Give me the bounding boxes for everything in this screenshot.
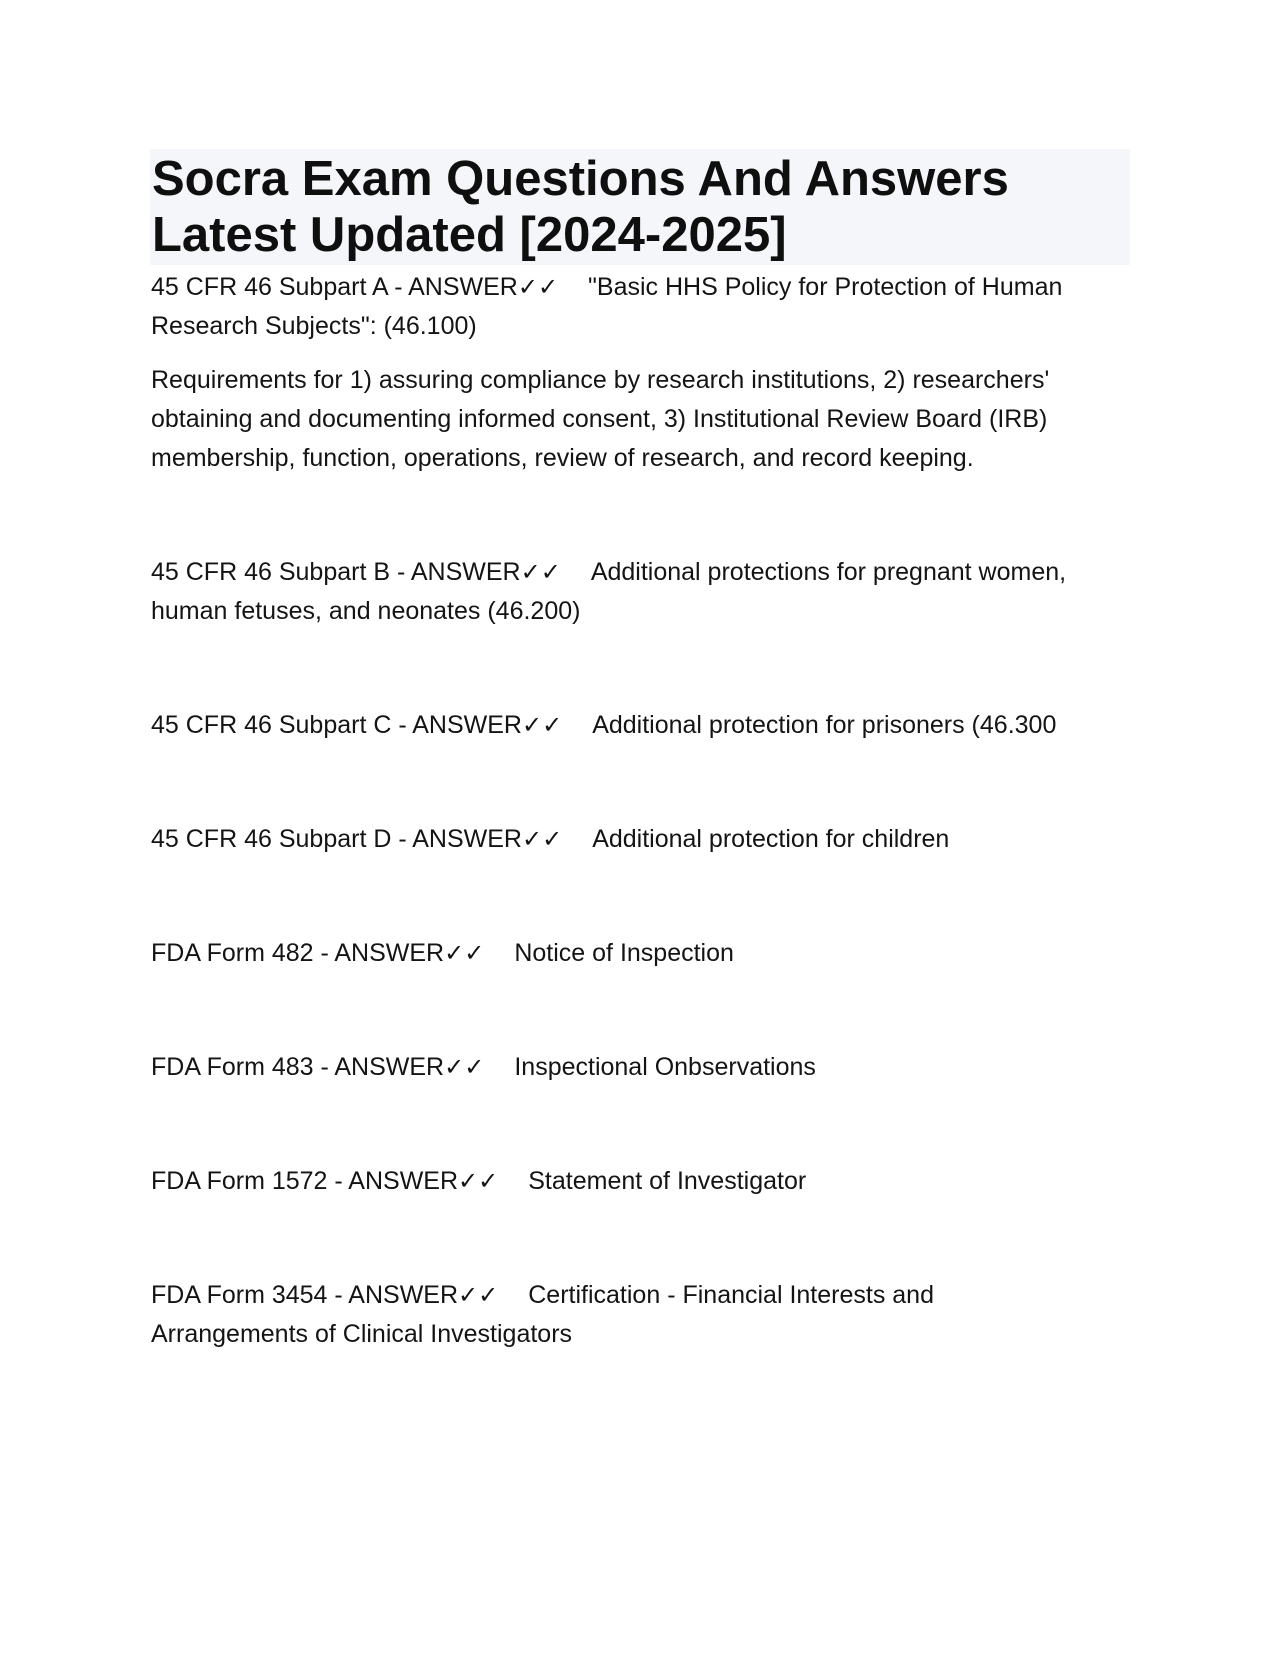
checkmark-icon: ✓✓ xyxy=(521,825,563,853)
paragraph-line: obtaining and documenting informed consent, 3) Institutional Review Board (IRB) xyxy=(151,405,1048,433)
qa-term: FDA Form 3454 - ANSWER xyxy=(151,1281,459,1309)
qa-answer: "Basic HHS Policy for Protection of Human xyxy=(588,273,1063,301)
qa-term: 45 CFR 46 Subpart D - ANSWER xyxy=(151,825,522,853)
qa-term: 45 CFR 46 Subpart B - ANSWER xyxy=(151,558,521,586)
qa-entry-subpart-b xyxy=(151,553,1141,631)
checkmark-icon: ✓✓ xyxy=(444,1053,485,1081)
qa-entry-line xyxy=(151,706,1141,745)
qa-term: FDA Form 482 - ANSWER xyxy=(151,939,445,967)
qa-entry-subpart-d xyxy=(151,820,1141,859)
qa-entry-subpart-a xyxy=(151,268,1141,346)
qa-entry-form-483 xyxy=(151,1048,1141,1087)
qa-entry-line xyxy=(151,1162,1141,1201)
qa-term: 45 CFR 46 Subpart A - ANSWER xyxy=(151,273,518,301)
checkmark-icon: ✓✓ xyxy=(458,1281,499,1309)
checkmark-icon: ✓✓ xyxy=(458,1167,499,1195)
checkmark-icon: ✓✓ xyxy=(520,558,561,586)
qa-answer-continuation: Research Subjects": (46.100) xyxy=(151,312,477,340)
qa-entry-line xyxy=(151,934,1141,973)
qa-term: 45 CFR 46 Subpart C - ANSWER xyxy=(151,711,522,739)
checkmark-icon: ✓✓ xyxy=(517,273,559,301)
paragraph-line: membership, function, operations, review of research, and record keeping. xyxy=(151,444,974,472)
qa-entry-form-1572 xyxy=(151,1162,1141,1201)
qa-entry-line xyxy=(151,1276,1141,1315)
qa-answer: Additional protections for pregnant women, xyxy=(590,558,1067,586)
qa-answer: Certification - Financial Interests and xyxy=(528,1281,934,1309)
qa-answer-continuation: Arrangements of Clinical Investigators xyxy=(151,1320,573,1348)
qa-answer: Inspectional Onbservations xyxy=(514,1053,816,1081)
qa-answer: Notice of Inspection xyxy=(514,939,734,967)
qa-term: FDA Form 483 - ANSWER xyxy=(151,1053,445,1081)
qa-entry-line xyxy=(151,553,1141,592)
qa-entry-line xyxy=(151,268,1141,307)
qa-answer-continuation: human fetuses, and neonates (46.200) xyxy=(151,597,581,625)
qa-entry-form-3454 xyxy=(151,1276,1141,1354)
checkmark-icon: ✓✓ xyxy=(444,939,485,967)
qa-entry-form-482 xyxy=(151,934,1141,973)
document-title-line-1: Socra Exam Questions And Answers xyxy=(152,152,1009,206)
qa-entry-subpart-c xyxy=(151,706,1141,745)
qa-term: FDA Form 1572 - ANSWER xyxy=(151,1167,459,1195)
qa-answer: Statement of Investigator xyxy=(528,1167,807,1195)
checkmark-icon: ✓✓ xyxy=(521,711,563,739)
qa-entry-line xyxy=(151,1048,1141,1087)
document-title-block xyxy=(150,149,1130,265)
qa-explanation-paragraph xyxy=(151,361,1141,478)
qa-answer: Additional protection for children xyxy=(592,825,950,853)
qa-entry-line xyxy=(151,820,1141,859)
paragraph-line: Requirements for 1) assuring compliance by research institutions, 2) researchers' xyxy=(151,366,1050,394)
document-title-line-2: Latest Updated [2024-2025] xyxy=(152,208,787,262)
qa-answer: Additional protection for prisoners (46.300 xyxy=(592,711,1057,739)
